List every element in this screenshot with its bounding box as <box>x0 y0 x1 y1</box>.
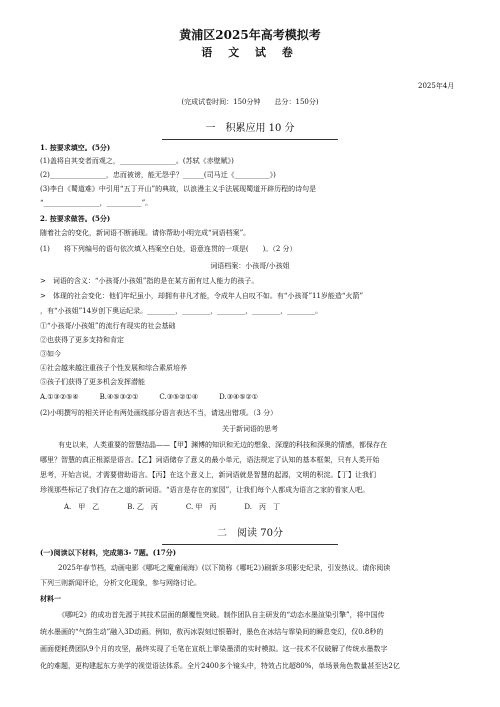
q2-sub1: (1) 将下列编号的语句依次填入档案空白处，语意连贯的一项是( )。（2 分） <box>40 245 297 253</box>
section2-rule <box>162 544 338 545</box>
section1-heading: 一 积累应用 10 分 <box>205 123 295 134</box>
option-1: ①“小孩哥/小孩姐”的流行有现实的社会基础 <box>40 322 176 330</box>
option-2: ②也获得了更多支持和肯定 <box>40 336 124 344</box>
q1-title: 1. 按要求填空。(5分) <box>40 143 111 152</box>
q1-line4: “________________，__________”。 <box>40 199 153 207</box>
q1-line1: (1)盖将自其变者而观之，________________。(苏轼《赤壁赋》) <box>40 157 234 165</box>
material1-line2: 统水墨画的“气韵生动”融入3D动画。例如，敖丙冰裂刻过银幕时，墨色在冰结与霏染间的瞬息变幻，仅0.8秒的 <box>40 628 384 636</box>
archive-usage-line2: ，有“小孩姐”14岁创下奥运纪录。________，________，________，________，________。 <box>40 307 323 315</box>
option-5: ⑤孩子们获得了更多机会发挥潜能 <box>40 378 145 386</box>
q1-line2: (2)________________，忠而被谤，能无怨乎？______(司马迁《__________》) <box>40 171 276 179</box>
archive-usage-line1: > 体现的社会变化：他们年纪虽小，却拥有非凡才能，令成年人自叹不如。有“小孩哥”11岁能造“火箭” <box>40 292 364 300</box>
archive-title: 词语档案：小孩哥/小孩姐 <box>210 262 290 270</box>
essay-line2: 哪里？智慧的真正根源是语言。【乙】词语储存了意义的最小单元，语法规定了认知的基本框架，只有人类开始 <box>40 456 380 464</box>
option-3: ③如今 <box>40 350 61 358</box>
exam-time-info: (完成试卷时间：150分钟 总分：150分) <box>181 98 319 106</box>
section2-heading: 二 阅读 70分 <box>217 528 283 539</box>
part1-title: (一)阅读以下材料，完成第3- 7题。(17分) <box>40 548 177 557</box>
material1-line3: 画面便耗费团队9个月的攻坚，最终实现了毛笔在宣纸上霏染墨渍的实时模拟。这一技术不仅破解了传统水墨数字 <box>40 645 388 653</box>
material1-line4: 化的难题，更构建起东方美学的视觉语法体系。全片2400多个镜头中，特效占比超80%，单场景角色数量甚至达2亿 <box>40 662 400 670</box>
exam-date: 2025年4月 <box>418 82 455 90</box>
material1-label: 材料一 <box>40 594 61 603</box>
essay-line1: 有史以来，人类重要的智慧结晶——【甲】渊博的知识和无边的想象、深邃的科技和深奥的情感，都保存在 <box>58 441 387 449</box>
intro-line2: 下列三则新闻评论，分析文化现象，参与网络讨论。 <box>40 579 201 587</box>
choices-row-1: A.①③②⑤④ B.④⑤③②① C.③⑤②①④ D.③④⑤②① <box>40 393 259 401</box>
material1-line1: 《哪吒2》的成功首先源于其技术层面的颠覆性突破。制作团队自主研发的“动态水墨渲染引擎”，将中国传 <box>58 611 385 619</box>
essay-title: 关于新词语的思考 <box>222 425 278 433</box>
intro-line1: 2025年春节档，动画电影《哪吒之魔童闹海》(以下简称《哪吒2》)刷新多项影史纪录，引发热议。请你阅读 <box>58 564 391 572</box>
q2-title: 2. 按要求做答。(5分) <box>40 214 111 223</box>
choices-row-2: A. 甲 乙 B. 乙 丙 C. 甲 丙 D. 丙 丁 <box>64 503 281 511</box>
q1-line3: (3)李白《蜀道难》中引用“五丁开山”的典故，以浪漫主义手法展现蜀道开辟历程的诗句是 <box>40 185 317 193</box>
essay-line4: 珍视那些标记了我们存在之道的新词语。“语言是存在的家园”，让我们每个人都成为语言之家的看家人吧。 <box>40 486 370 494</box>
q2-sub2: (2)小明撰写的相关评论有两处画线部分语言表达不当，请选出错项。（3 分） <box>40 409 278 417</box>
option-4: ④社会越来越注重孩子个性发展和综合素质培养 <box>40 364 187 372</box>
section1-rule <box>162 139 338 140</box>
exam-title: 黄浦区2025年高考模拟考 <box>179 28 321 42</box>
exam-subtitle: 语 文 试 卷 <box>201 46 299 59</box>
archive-definition: > 词语的含义：“小孩哥/小孩姐”指的是在某方面有过人能力的孩子。 <box>40 277 259 285</box>
q2-intro: 随着社会的变化，新词语不断涌现。请你帮助小明完成“词语档案”。 <box>40 229 251 237</box>
essay-line3: 思考，开始言说，才需要借助语言。【丙】在这个意义上，新词语就是智慧的起源，文明的积淀。【丁】让我们 <box>40 471 376 479</box>
